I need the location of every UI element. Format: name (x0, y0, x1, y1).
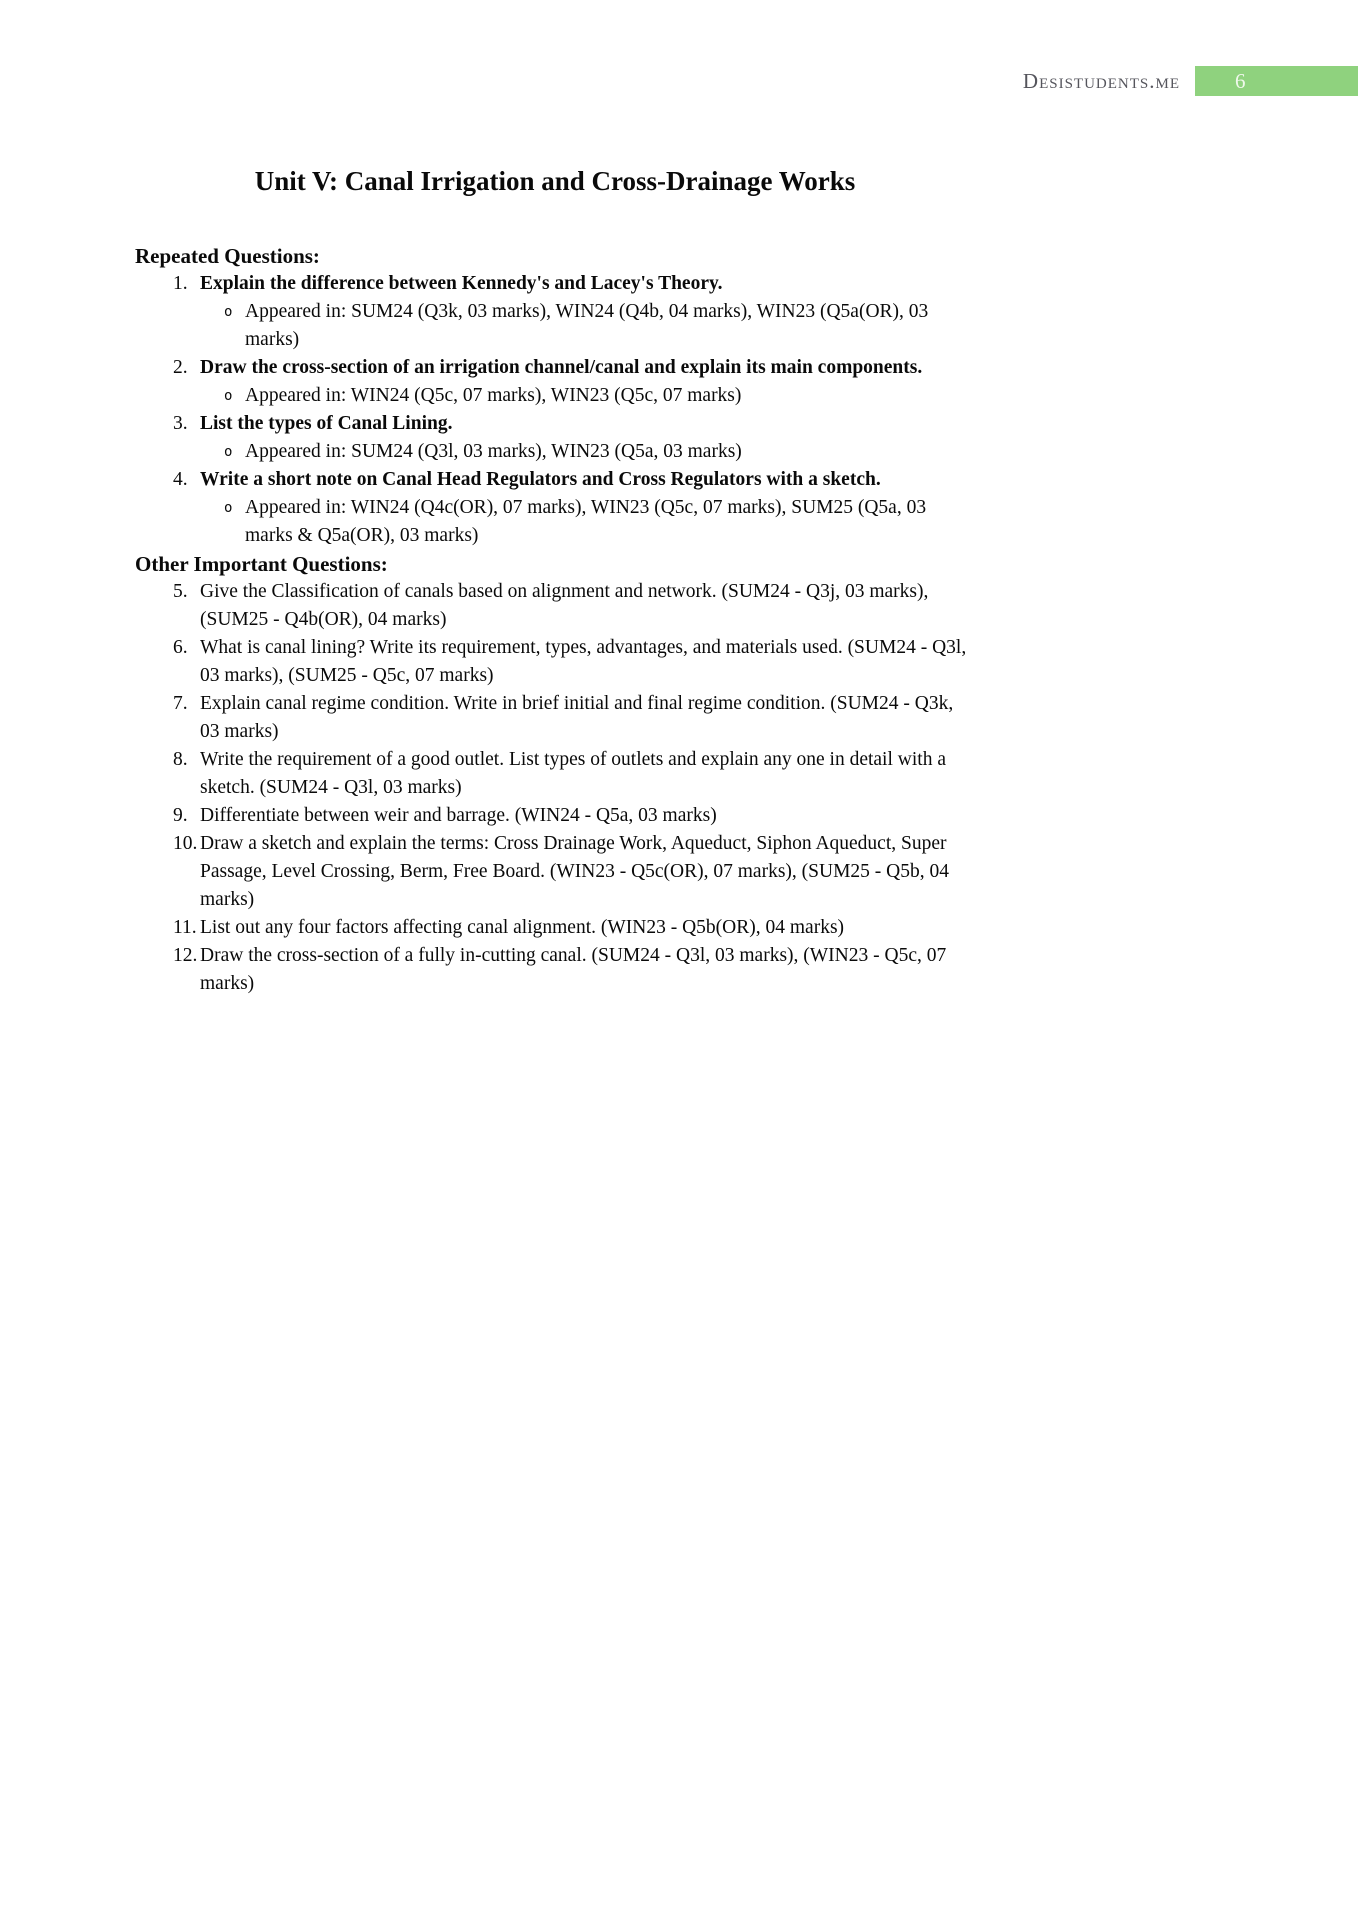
question-row (135, 466, 975, 494)
question-number: 5. (173, 581, 188, 602)
appeared-row (224, 438, 975, 466)
circle-bullet-icon: o (224, 444, 233, 460)
question-number: 2. (173, 357, 188, 378)
question-item (135, 578, 975, 634)
question-row (135, 578, 975, 634)
page-title: Unit V: Canal Irrigation and Cross-Drainage Works (254, 166, 856, 196)
question-row (135, 746, 975, 802)
question-number: 8. (173, 749, 188, 770)
question-item (135, 466, 975, 550)
question-number: 3. (173, 413, 188, 434)
question-item (135, 690, 975, 746)
question-row (135, 354, 975, 382)
appeared-text: Appeared in: SUM24 (Q3k, 03 marks), WIN24 (Q4b, 04 marks), WIN23 (Q5a(OR), 03 marks) (245, 301, 929, 350)
question-text: Differentiate between weir and barrage. (WIN24 - Q5a, 03 marks) (200, 805, 717, 826)
question-number: 4. (173, 469, 188, 490)
question-row (135, 410, 975, 438)
question-row (135, 634, 975, 690)
question-item (135, 830, 975, 914)
other-questions-heading: Other Important Questions: (135, 552, 388, 576)
question-item (135, 410, 975, 466)
question-item (135, 634, 975, 690)
question-number: 1. (173, 273, 188, 294)
question-text: What is canal lining? Write its requirement, types, advantages, and materials used. (SUM24 - Q3l, 03 marks), (SUM25 - Q5c, 07 marks) (200, 637, 967, 686)
question-text: Explain canal regime condition. Write in brief initial and final regime condition. (SUM24 - Q3k, 03 marks) (200, 693, 954, 742)
question-row (135, 830, 975, 914)
question-number: 10. (173, 833, 198, 854)
appeared-text: Appeared in: WIN24 (Q4c(OR), 07 marks), WIN23 (Q5c, 07 marks), SUM25 (Q5a, 03 marks & Q5a(OR), 03 marks) (245, 497, 927, 546)
question-item (135, 746, 975, 802)
question-row (135, 914, 975, 942)
other-questions-list (135, 578, 975, 998)
question-text: Draw a sketch and explain the terms: Cross Drainage Work, Aqueduct, Siphon Aqueduct, Super Passage, Level Crossing, Berm, Free Board. (WIN23 - Q5c(OR), 07 marks), (SUM25 - Q5b, 04 marks) (200, 833, 949, 910)
question-item (135, 354, 975, 410)
question-text: Write a short note on Canal Head Regulators and Cross Regulators with a sketch. (200, 469, 881, 490)
question-text: Write the requirement of a good outlet. List types of outlets and explain any one in detail with a sketch. (SUM24 - Q3l, 03 marks) (200, 749, 946, 798)
question-text: Draw the cross-section of a fully in-cutting canal. (SUM24 - Q3l, 03 marks), (WIN23 - Q5c, 07 marks) (200, 945, 947, 994)
site-name: Desistudents.me (1022, 68, 1180, 93)
question-item (135, 914, 975, 942)
question-number: 9. (173, 805, 188, 826)
question-row (135, 270, 975, 298)
question-text: Give the Classification of canals based on alignment and network. (SUM24 - Q3j, 03 marks), (SUM25 - Q4b(OR), 04 marks) (200, 581, 929, 630)
document-content (135, 0, 975, 998)
appeared-row (224, 298, 975, 354)
repeated-questions-list (135, 270, 975, 550)
question-text: Draw the cross-section of an irrigation channel/canal and explain its main components. (200, 357, 923, 378)
question-text: List the types of Canal Lining. (200, 413, 453, 434)
question-item (135, 942, 975, 998)
circle-bullet-icon: o (224, 500, 233, 516)
question-number: 6. (173, 637, 188, 658)
appeared-row (224, 494, 975, 550)
question-number: 12. (173, 945, 198, 966)
repeated-questions-heading: Repeated Questions: (135, 244, 320, 268)
question-row (135, 690, 975, 746)
circle-bullet-icon: o (224, 304, 233, 320)
question-text: List out any four factors affecting canal alignment. (WIN23 - Q5b(OR), 04 marks) (200, 917, 845, 938)
circle-bullet-icon: o (224, 388, 233, 404)
question-item (135, 270, 975, 354)
appeared-text: Appeared in: SUM24 (Q3l, 03 marks), WIN23 (Q5a, 03 marks) (245, 441, 742, 462)
appeared-row (224, 382, 975, 410)
question-item (135, 802, 975, 830)
appeared-text: Appeared in: WIN24 (Q5c, 07 marks), WIN23 (Q5c, 07 marks) (245, 385, 742, 406)
question-number: 7. (173, 693, 188, 714)
question-row (135, 942, 975, 998)
page-number-badge (1195, 66, 1358, 96)
question-text: Explain the difference between Kennedy's and Lacey's Theory. (200, 273, 723, 294)
question-number: 11. (173, 917, 197, 938)
page-number: 6 (1235, 68, 1246, 93)
question-row (135, 802, 975, 830)
